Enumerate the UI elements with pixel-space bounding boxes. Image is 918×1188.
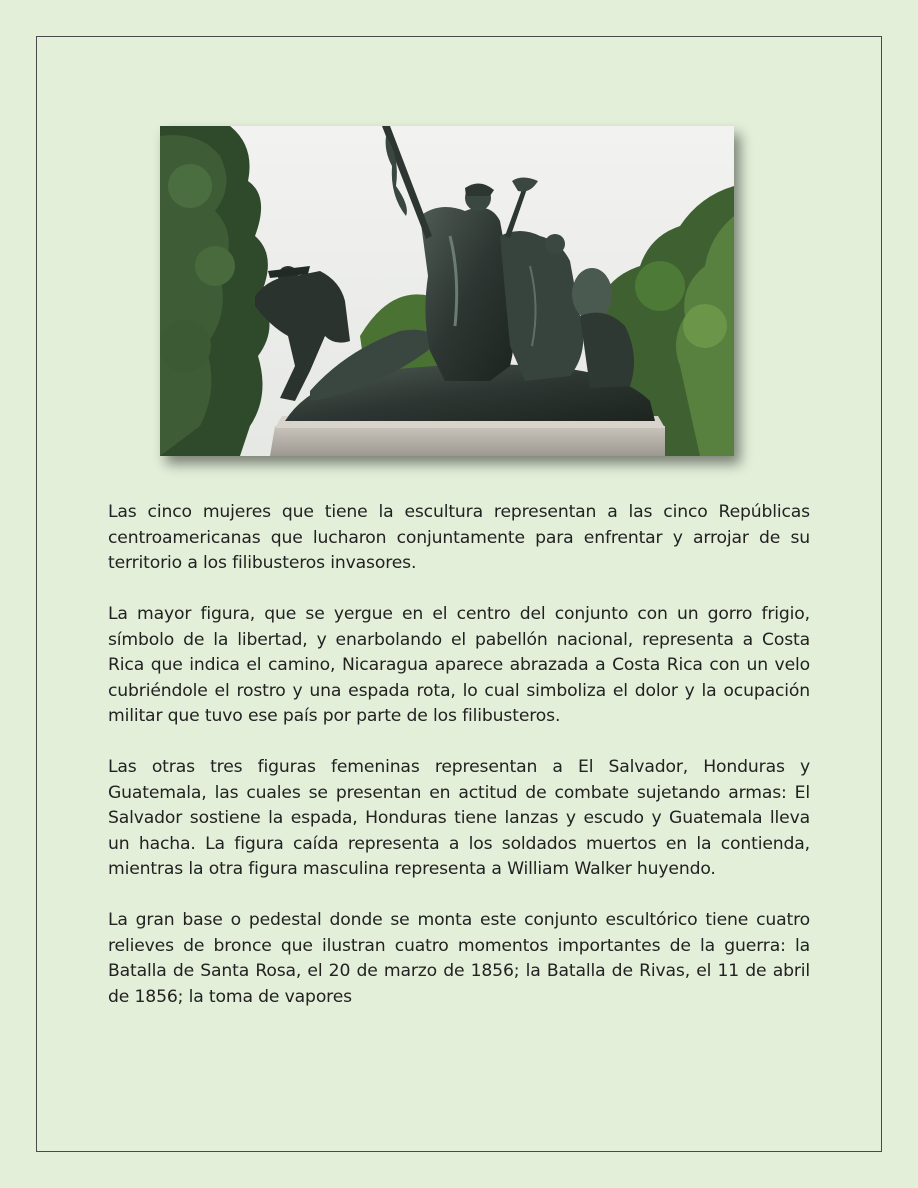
paragraph-2: La mayor figura, que se yergue en el centro del conjunto con un gorro frigio, símbolo de la libertad, y enarbolando el pabellón nacional, representa a Costa Rica que indica el camino, Nicaragua aparece abrazada a Costa Rica con un velo cubriéndole el rostro y una espada rota, lo cual simboliza el dolor y la ocupación militar que tuvo ese país por parte de los filibusteros. [108, 604, 810, 726]
monument-photo [160, 126, 734, 456]
paragraph-1: Las cinco mujeres que tiene la escultura representan a las cinco Repúblicas centroamericanas que lucharon conjuntamente para enfrentar y arrojar de su territorio a los filibusteros invasores. [108, 502, 810, 573]
article-text [108, 500, 810, 1036]
paragraph-4: La gran base o pedestal donde se monta este conjunto escultórico tiene cuatro relieves de bronce que ilustran cuatro momentos importantes de la guerra: la Batalla de Santa Rosa, el 20 de marzo de 1856; la Batalla de Rivas, el 11 de abril de 1856; la toma de vapores [108, 910, 810, 1007]
paragraph-3: Las otras tres figuras femeninas representan a El Salvador, Honduras y Guatemala, las cuales se presentan en actitud de combate sujetando armas: El Salvador sostiene la espada, Honduras tiene lanzas y escudo y Guatemala lleva un hacha. La figura caída representa a los soldados muertos en la contienda, mientras la otra figura masculina representa a William Walker huyendo. [108, 757, 810, 879]
monument-sculpture-icon [160, 126, 734, 456]
